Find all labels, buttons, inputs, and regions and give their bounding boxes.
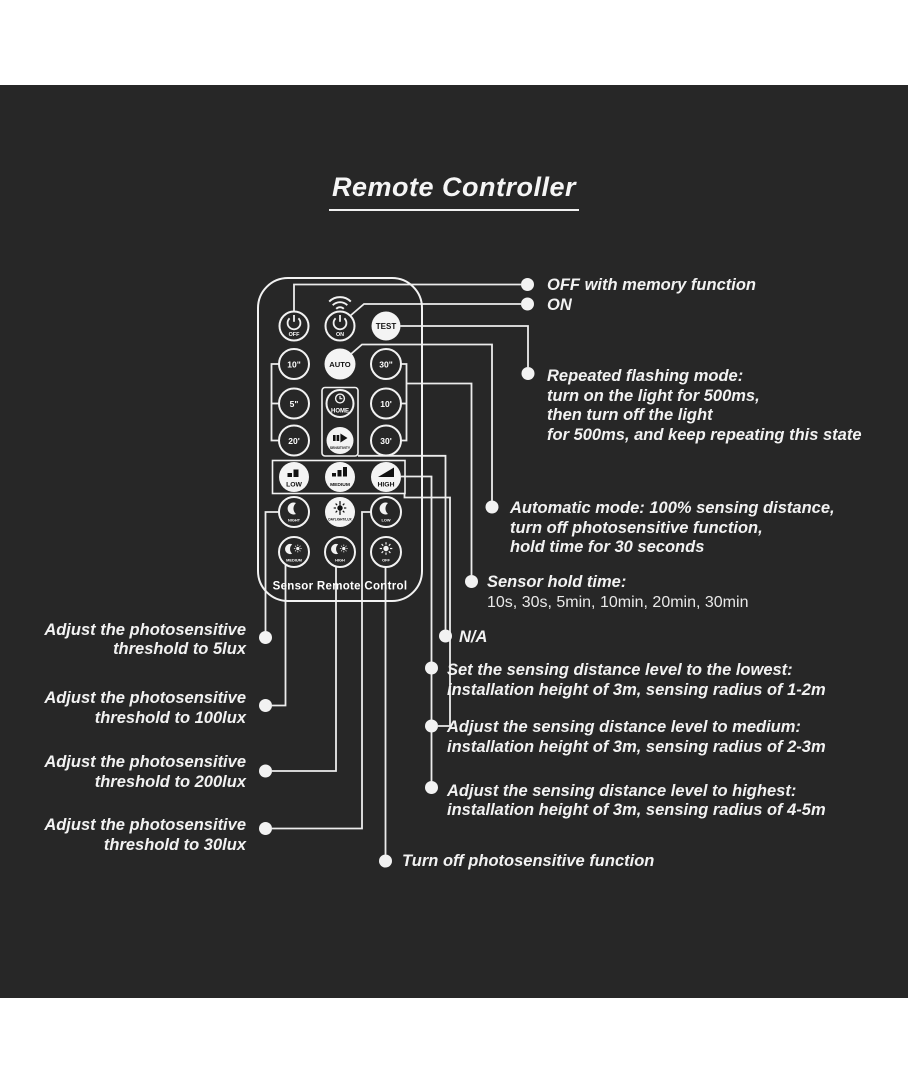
timer-30m-button bbox=[371, 426, 401, 456]
bullet-automatic-mode bbox=[486, 501, 499, 514]
bullet-on bbox=[521, 298, 534, 311]
line-test-button bbox=[401, 326, 529, 367]
test-button-label: TEST bbox=[375, 322, 397, 331]
auto-button bbox=[325, 349, 356, 380]
bullet-distance-medium bbox=[425, 720, 438, 733]
annotation-distance-medium: Adjust the sensing distance level to medium: installation height of 3m, sensing radius of 2-3m bbox=[447, 718, 826, 756]
moon-sun-icon bbox=[331, 544, 348, 554]
bullet-sensor-hold-time bbox=[465, 575, 478, 588]
sun-icon bbox=[380, 542, 393, 555]
timer-10s-label: 10" bbox=[287, 359, 301, 370]
timer-10s-button bbox=[279, 349, 309, 379]
bullet-distance-highest bbox=[425, 781, 438, 794]
daylight-lux-button bbox=[325, 497, 355, 527]
night-button bbox=[279, 497, 309, 527]
timer-10m-label: 10' bbox=[380, 399, 392, 409]
off-button-label: OFF bbox=[288, 332, 300, 338]
line-high-200lux bbox=[272, 567, 336, 772]
timer-5-label: 5" bbox=[289, 399, 299, 409]
bullet-na bbox=[439, 630, 452, 643]
line-distance-levels bbox=[401, 477, 432, 782]
lux-medium-label: MEDIUM bbox=[286, 557, 302, 563]
annotation-threshold-100lux: Adjust the photosensitive threshold to 100lux bbox=[44, 689, 246, 727]
lux-off-label: OFF bbox=[382, 557, 390, 563]
lux-off-button bbox=[371, 537, 401, 567]
bullet-distance-lowest bbox=[425, 662, 438, 675]
bullet-5lux bbox=[259, 631, 272, 644]
bullet-off-memory bbox=[521, 278, 534, 291]
distance-high-label: HIGH bbox=[377, 481, 395, 489]
timer-30s-button bbox=[371, 349, 401, 379]
distance-low-button bbox=[279, 462, 309, 492]
annotation-automatic-mode: Automatic mode: 100% sensing distance, turn off photosensitive function, hold time for 30 seconds bbox=[510, 499, 835, 556]
distance-medium-label: MEDIUM bbox=[330, 483, 350, 488]
home-button bbox=[327, 390, 354, 417]
power-icon bbox=[288, 315, 301, 329]
line-sensor-hold-time bbox=[407, 384, 472, 576]
lux-low-label: LOW bbox=[381, 517, 391, 523]
wifi-icon bbox=[329, 297, 351, 309]
clock-icon bbox=[336, 394, 345, 403]
line-night-5lux bbox=[266, 512, 280, 631]
distance-high-button bbox=[371, 462, 401, 492]
annotation-off-memory: OFF with memory function bbox=[547, 276, 756, 294]
power-icon bbox=[334, 315, 347, 329]
annotation-distance-highest: Adjust the sensing distance level to highest: installation height of 3m, sensing radius of 4-5m bbox=[447, 781, 826, 819]
lux-high-button bbox=[325, 537, 355, 567]
distance-medium-button bbox=[325, 462, 355, 492]
timer-5-button bbox=[279, 389, 309, 419]
annotation-threshold-30lux: Adjust the photosensitive threshold to 30lux bbox=[44, 816, 246, 854]
bullet-repeated-flashing bbox=[522, 367, 535, 380]
lux-low-button bbox=[371, 497, 401, 527]
timer-10m-button bbox=[371, 389, 401, 419]
annotation-na: N/A bbox=[459, 627, 488, 646]
test-button bbox=[372, 312, 401, 341]
distance-low-label: LOW bbox=[286, 481, 302, 489]
annotation-distance-lowest: Set the sensing distance level to the lowest: installation height of 3m, sensing radius of 1-2m bbox=[447, 661, 826, 699]
timer-30s-label: 30" bbox=[379, 359, 393, 370]
on-button-label: ON bbox=[335, 332, 345, 338]
annotation-on: ON bbox=[547, 295, 572, 314]
home-button-label: HOME bbox=[331, 408, 349, 415]
lux-medium-button bbox=[279, 537, 309, 567]
line-off-button bbox=[294, 285, 521, 312]
bracket-left-timers bbox=[272, 364, 280, 441]
moon-icon bbox=[380, 503, 388, 515]
annotation-sensor-hold-time: Sensor hold time: 10s, 30s, 5min, 10min, 20min, 30min bbox=[487, 573, 749, 611]
bullet-photosensitive-off bbox=[379, 855, 392, 868]
connector-lines bbox=[266, 285, 529, 855]
line-on-button bbox=[350, 304, 521, 316]
timer-20m-label: 20' bbox=[288, 436, 300, 446]
sensitivity-button-label: SENSITIVITY bbox=[329, 446, 351, 450]
bullet-30lux bbox=[259, 822, 272, 835]
moon-sun-icon bbox=[285, 544, 302, 554]
annotation-repeated-flashing: Repeated flashing mode: turn on the light for 500ms, then turn off the light for 500ms, and keep repeating this state bbox=[547, 367, 862, 444]
night-button-label: NIGHT bbox=[287, 517, 301, 523]
auto-button-label: AUTO bbox=[329, 360, 351, 369]
bullet-100lux bbox=[259, 699, 272, 712]
on-button bbox=[326, 312, 355, 341]
moon-icon bbox=[288, 503, 296, 515]
annotation-threshold-200lux: Adjust the photosensitive threshold to 200lux bbox=[44, 753, 246, 791]
remote-body bbox=[258, 278, 422, 601]
daylight-lux-label: DAYLIGHT/LUX bbox=[328, 517, 352, 522]
annotation-threshold-5lux: Adjust the photosensitive threshold to 5lux bbox=[44, 620, 246, 658]
line-distance-box bbox=[405, 494, 451, 727]
lux-high-label: HIGH bbox=[335, 557, 345, 563]
bullet-200lux bbox=[259, 765, 272, 778]
sensitivity-button bbox=[327, 427, 354, 454]
remote-footer-label: Sensor Remote Control bbox=[272, 580, 408, 593]
off-button bbox=[280, 312, 309, 341]
page-title-text: Remote Controller bbox=[329, 172, 579, 211]
timer-20m-button bbox=[279, 426, 309, 456]
timer-30m-label: 30' bbox=[380, 436, 392, 446]
annotation-photosensitive-off: Turn off photosensitive function bbox=[402, 852, 655, 870]
